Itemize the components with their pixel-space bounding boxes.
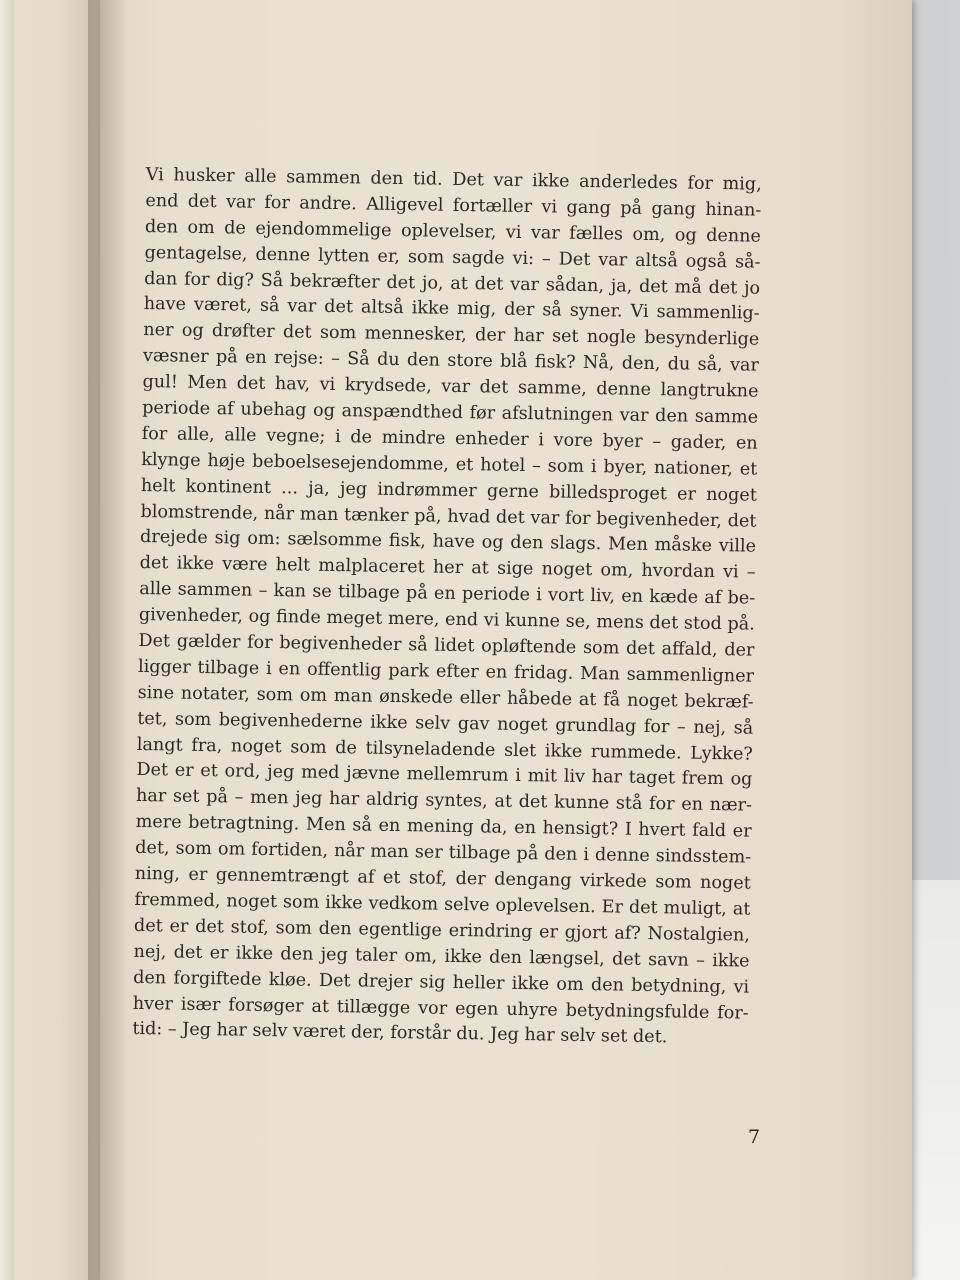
text-line: har set på – men jeg har aldrig syntes, at det kunne stå for en nær- xyxy=(135,786,753,816)
text-line: mere betragtning. Men så en mening da, en hensigt? I hvert fald er xyxy=(135,812,752,842)
text-line: væsner på en rejse: – Så du den store blå fisk? Nå, den, du så, var xyxy=(142,346,760,376)
text-line: fremmed, noget som ikke vedkom selve oplevelsen. Er det muligt, at xyxy=(134,889,751,920)
text-line: for alle, alle vegne; i de mindre enheder i vore byer – gader, en xyxy=(141,423,758,454)
text-line: ligger tilbage i en offentlig park efter en fridag. Man sammenligner xyxy=(137,656,755,687)
text-line: end det var for andre. Alligevel fortæller vi gang på gang hinan- xyxy=(145,190,762,221)
text-line: klynge høje beboelsesejendomme, et hotel – som i byer, nationer, et xyxy=(141,449,758,480)
text-line: gul! Men det hav, vi krydsede, var det samme, denne langtrukne xyxy=(142,372,759,402)
text-line: nej, det er ikke den jeg taler om, ikke den længsel, det savn – ikke xyxy=(133,941,750,972)
text-line: periode af ubehag og anspændthed før afslutningen var den samme xyxy=(141,397,759,428)
text-line: helt kontinent ... ja, jeg indrømmer gerne billedsproget er noget xyxy=(140,475,758,506)
text-line: Det er et ord, jeg med jævne mellemrum i mit liv har taget frem og xyxy=(136,760,753,791)
body-text xyxy=(132,163,762,1053)
text-line: den om de ejendommelige oplevelser, vi var fælles om, og denne xyxy=(144,216,762,247)
text-line: alle sammen – kan se tilbage på en periode i vort liv, en kæde af be- xyxy=(139,579,756,609)
text-line: det er det stof, som den egentlige erindring er gjort af? Nostalgien, xyxy=(133,915,751,946)
text-line: tet, som begivenhederne ikke selv gav noget grundlag for – nej, så xyxy=(137,708,754,739)
text-line: Vi husker alle sammen den tid. Det var ikke anderledes for mig, xyxy=(145,164,762,195)
text-line: det ikke være helt malplaceret her at sige noget om, hvordan vi – xyxy=(139,553,756,583)
facing-page-edge xyxy=(0,0,14,1280)
text-line: ning, er gennemtrængt af et stof, der dengang virkede som noget xyxy=(134,863,751,894)
text-line: gentagelse, denne lytten er, som sagde vi: – Det var altså også så- xyxy=(144,242,761,273)
page-number: 7 xyxy=(748,1126,761,1148)
text-line: det, som om fortiden, når man ser tilbage på den i denne sindsstem- xyxy=(135,838,752,868)
book-gutter-shadow xyxy=(88,0,128,1280)
text-line: Det gælder for begivenheder så lidet opløftende som det affald, der xyxy=(138,630,755,661)
text-line: langt fra, noget som de tilsyneladende slet ikke rummede. Lykke? xyxy=(136,734,753,765)
text-line: have været, så var det altså ikke mig, der så syner. Vi sammenlig- xyxy=(143,294,760,325)
text-line: givenheder, og finde meget mere, end vi kunne se, mens det stod på. xyxy=(138,605,755,635)
text-line: dan for dig? Så bekræfter det jo, at det var sådan, ja, det må det jo xyxy=(144,268,761,299)
text-line: den forgiftede kløe. Det drejer sig heller ikke om den betydning, vi xyxy=(133,967,750,998)
text-line: blomstrende, når man tænker på, hvad det var for begivenheder, det xyxy=(140,501,757,532)
text-line: ner og drøfter det som mennesker, der har set nogle besynderlige xyxy=(143,320,760,350)
text-line: sine notater, som om man ønskede eller håbede at få noget bekræf- xyxy=(137,682,754,713)
text-line: hver især forsøger at tillægge vor egen uhyre betydningsfulde for- xyxy=(132,993,749,1024)
text-line: tid: – Jeg har selv været der, forstår du. Jeg har selv set det. xyxy=(132,1019,668,1048)
text-line: drejede sig om: sælsomme fisk, have og den slags. Men måske ville xyxy=(139,527,757,558)
